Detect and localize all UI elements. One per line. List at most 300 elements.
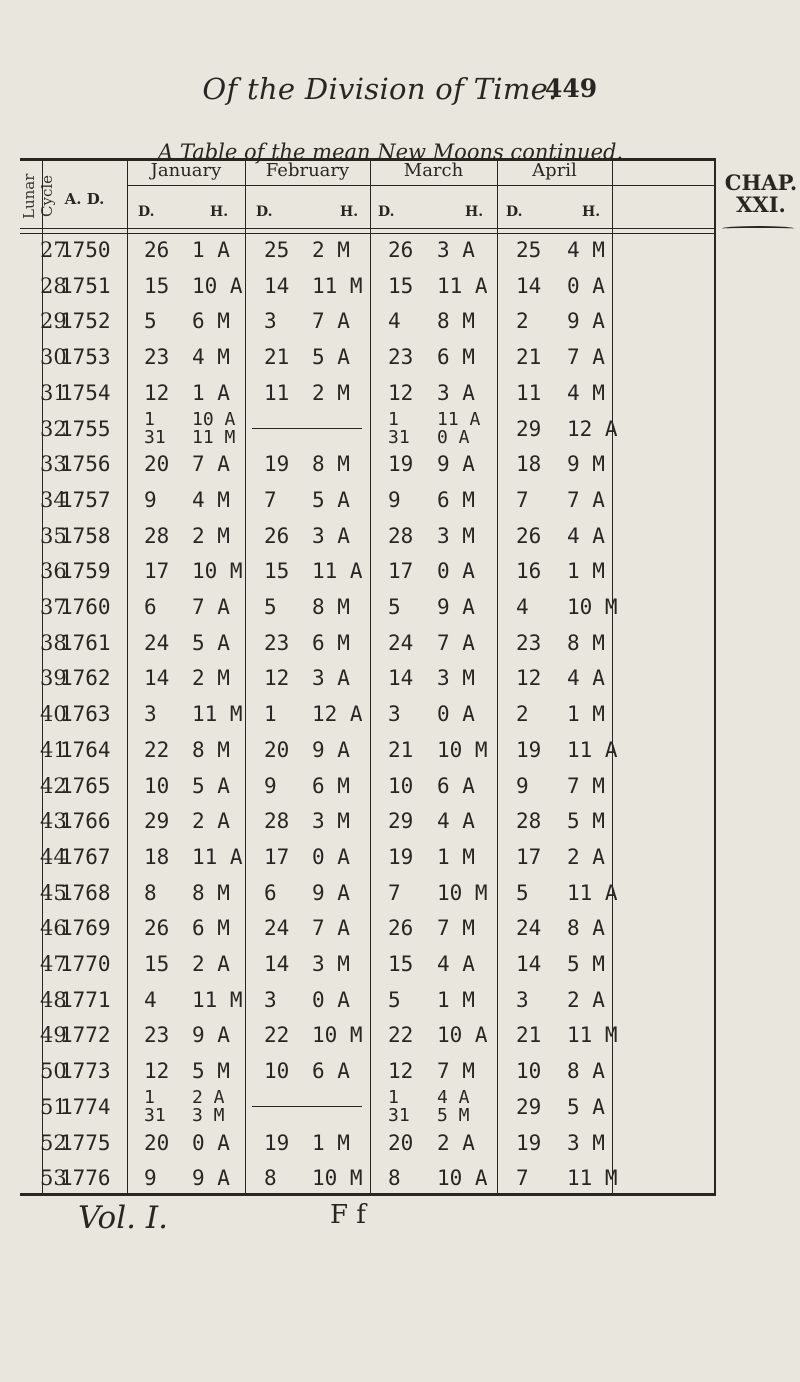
table-row <box>20 988 716 1013</box>
cycle-number: 36 <box>40 559 67 584</box>
table-row <box>20 345 716 370</box>
mar-day: 12 <box>388 380 414 405</box>
cycle-number: 35 <box>40 523 67 548</box>
jan-hour: 2 A <box>192 1086 225 1108</box>
jan-day: 10 <box>144 773 170 798</box>
chapter-brace <box>722 226 794 231</box>
month-header-april: April <box>532 160 577 181</box>
table-row <box>20 381 716 406</box>
mar-hour: 9 A <box>437 595 475 619</box>
jan-day: 5 <box>144 309 157 334</box>
mar-day: 24 <box>388 630 414 655</box>
feb-day: 3 <box>264 987 277 1012</box>
mar-hour: 1 M <box>437 987 475 1012</box>
jan-day: 3 <box>144 702 157 727</box>
jan-hour: 1 A <box>192 380 230 405</box>
rule <box>20 228 716 229</box>
feb-day: 10 <box>264 1059 290 1084</box>
jan-hour: 7 A <box>192 452 230 477</box>
mar-day: 10 <box>388 773 414 798</box>
feb-day: 19 <box>264 452 290 477</box>
cycle-number: 34 <box>40 487 67 512</box>
feb-hour: 3 A <box>312 523 350 548</box>
feb-day: 25 <box>264 238 290 262</box>
feb-hour: 7 A <box>312 309 350 334</box>
cycle-number: 40 <box>40 702 67 727</box>
jan-day: 9 <box>144 1166 157 1191</box>
mar-day: 22 <box>388 1023 414 1048</box>
jan-day: 26 <box>144 916 170 941</box>
apr-hour: 5 M <box>567 809 605 834</box>
year: 1751 <box>60 273 111 298</box>
apr-day: 29 <box>516 1094 542 1119</box>
mar-hour: 0 A <box>437 702 475 727</box>
jan-hour: 5 A <box>192 630 230 655</box>
apr-day: 2 <box>516 702 529 727</box>
apr-hour: 8 A <box>567 916 605 941</box>
feb-day: 8 <box>264 1166 277 1191</box>
feb-day: 7 <box>264 487 277 512</box>
mar-day: 26 <box>388 238 414 262</box>
signature-mark: F f <box>330 1200 366 1230</box>
apr-hour: 11 A <box>567 737 618 762</box>
jan-hour-second: 3 M <box>192 1104 225 1126</box>
mar-hour: 11 A <box>437 408 481 430</box>
jan-day: 26 <box>144 238 170 262</box>
apr-hour: 10 M <box>567 595 618 619</box>
mar-day: 8 <box>388 1166 401 1191</box>
apr-hour: 11 M <box>567 1166 618 1191</box>
cycle-number: 44 <box>40 844 67 869</box>
table-row <box>20 238 716 263</box>
mar-hour: 6 A <box>437 773 475 798</box>
cycle-number: 37 <box>40 595 67 619</box>
table-row <box>20 274 716 299</box>
jan-hour: 2 M <box>192 523 230 548</box>
page-number: 449 <box>545 74 598 103</box>
cycle-number: 43 <box>40 809 67 834</box>
apr-hour: 12 A <box>567 416 618 441</box>
table-row <box>20 595 716 620</box>
mar-day: 29 <box>388 809 414 834</box>
mar-hour: 10 M <box>437 880 488 905</box>
mar-hour: 3 M <box>437 523 475 548</box>
cycle-number: 27 <box>40 238 67 262</box>
sub-header-days: D. <box>256 204 273 220</box>
mar-day: 20 <box>388 1130 414 1155</box>
year: 1767 <box>60 844 111 869</box>
jan-day: 1 <box>144 1086 155 1108</box>
mar-day: 15 <box>388 273 414 298</box>
mar-day: 5 <box>388 595 401 619</box>
mar-day: 28 <box>388 523 414 548</box>
apr-day: 17 <box>516 844 542 869</box>
feb-day: 24 <box>264 916 290 941</box>
apr-day: 2 <box>516 309 529 334</box>
table-row <box>20 774 716 799</box>
jan-day-second: 31 <box>144 426 166 448</box>
apr-day: 11 <box>516 380 542 405</box>
year: 1761 <box>60 630 111 655</box>
year: 1754 <box>60 380 111 405</box>
table-row <box>20 952 716 977</box>
feb-hour: 1 M <box>312 1130 350 1155</box>
feb-hour: 0 A <box>312 987 350 1012</box>
mar-day: 9 <box>388 487 401 512</box>
feb-hour: 10 M <box>312 1166 363 1191</box>
cycle-number: 51 <box>40 1094 67 1119</box>
cycle-number: 29 <box>40 309 67 334</box>
jan-day: 9 <box>144 487 157 512</box>
mar-hour: 3 A <box>437 380 475 405</box>
mar-hour: 6 M <box>437 345 475 370</box>
year: 1774 <box>60 1094 111 1119</box>
feb-hour: 8 M <box>312 452 350 477</box>
rule <box>127 185 716 186</box>
cycle-number: 48 <box>40 987 67 1012</box>
running-head: Of the Division of Time. <box>202 72 558 106</box>
mar-day-second: 31 <box>388 426 410 448</box>
apr-day: 26 <box>516 523 542 548</box>
jan-hour: 11 A <box>192 844 243 869</box>
cycle-number: 33 <box>40 452 67 477</box>
mar-day: 17 <box>388 559 414 584</box>
feb-day: 28 <box>264 809 290 834</box>
sub-header-days: D. <box>378 204 395 220</box>
mar-hour: 7 A <box>437 630 475 655</box>
year: 1770 <box>60 952 111 976</box>
jan-hour: 1 A <box>192 238 230 262</box>
year: 1753 <box>60 345 111 370</box>
month-header-march: March <box>403 160 464 181</box>
jan-day: 15 <box>144 952 170 976</box>
year: 1764 <box>60 737 111 762</box>
jan-hour: 5 M <box>192 1059 230 1084</box>
feb-hour: 5 A <box>312 487 350 512</box>
sub-header-hours: H. <box>210 204 229 220</box>
jan-hour: 10 A <box>192 273 243 298</box>
apr-day: 9 <box>516 773 529 798</box>
mar-hour-second: 5 M <box>437 1104 470 1126</box>
feb-hour: 5 A <box>312 345 350 370</box>
apr-hour: 4 A <box>567 666 605 691</box>
apr-hour: 8 M <box>567 630 605 655</box>
apr-hour: 3 M <box>567 1130 605 1155</box>
feb-day: 1 <box>264 702 277 727</box>
mar-hour: 10 M <box>437 737 488 762</box>
year: 1766 <box>60 809 111 834</box>
apr-hour: 7 A <box>567 487 605 512</box>
chapter-label <box>722 172 800 216</box>
table-row <box>20 559 716 584</box>
mar-hour: 8 M <box>437 309 475 334</box>
apr-day: 7 <box>516 1166 529 1191</box>
year: 1752 <box>60 309 111 334</box>
feb-hour: 11 A <box>312 559 363 584</box>
year: 1772 <box>60 1023 111 1048</box>
apr-hour: 2 A <box>567 987 605 1012</box>
mar-day: 19 <box>388 844 414 869</box>
feb-hour: 3 A <box>312 666 350 691</box>
jan-hour: 6 M <box>192 309 230 334</box>
feb-day: 9 <box>264 773 277 798</box>
mar-hour: 7 M <box>437 916 475 941</box>
year: 1763 <box>60 702 111 727</box>
feb-hour: 3 M <box>312 809 350 834</box>
table-row <box>20 1131 716 1156</box>
jan-day: 12 <box>144 380 170 405</box>
table-row <box>20 631 716 656</box>
jan-hour: 10 A <box>192 408 236 430</box>
table-row <box>20 1166 716 1191</box>
jan-day: 23 <box>144 1023 170 1048</box>
mar-day: 1 <box>388 1086 399 1108</box>
year: 1769 <box>60 916 111 941</box>
empty-cell-rule <box>252 428 362 429</box>
mar-day: 4 <box>388 309 401 334</box>
year: 1755 <box>60 416 111 441</box>
sub-header-days: D. <box>506 204 523 220</box>
mar-hour-second: 0 A <box>437 426 470 448</box>
mar-day: 14 <box>388 666 414 691</box>
year: 1756 <box>60 452 111 477</box>
table-row <box>20 309 716 334</box>
apr-hour: 11 A <box>567 880 618 905</box>
jan-day: 20 <box>144 1130 170 1155</box>
cycle-column-label: Lunar Cycle <box>20 173 56 219</box>
feb-day: 11 <box>264 380 290 405</box>
mar-day-second: 31 <box>388 1104 410 1126</box>
year: 1762 <box>60 666 111 691</box>
apr-day: 23 <box>516 630 542 655</box>
feb-hour: 9 A <box>312 737 350 762</box>
feb-day: 22 <box>264 1023 290 1048</box>
mar-hour: 3 A <box>437 238 475 262</box>
jan-hour: 11 M <box>192 702 243 727</box>
feb-hour: 9 A <box>312 880 350 905</box>
year: 1775 <box>60 1130 111 1155</box>
table-title: A Table of the mean New Moons continued. <box>158 140 624 164</box>
mar-hour: 4 A <box>437 809 475 834</box>
apr-day: 18 <box>516 452 542 477</box>
mar-hour: 10 A <box>437 1023 488 1048</box>
apr-hour: 7 A <box>567 345 605 370</box>
feb-hour: 8 M <box>312 595 350 619</box>
jan-hour: 2 A <box>192 809 230 834</box>
feb-day: 26 <box>264 523 290 548</box>
mar-day: 5 <box>388 987 401 1012</box>
apr-hour: 9 A <box>567 309 605 334</box>
table-row <box>20 1086 716 1126</box>
feb-hour: 11 M <box>312 273 363 298</box>
sub-header-hours: H. <box>582 204 601 220</box>
cycle-number: 42 <box>40 773 67 798</box>
year: 1758 <box>60 523 111 548</box>
apr-hour: 2 A <box>567 844 605 869</box>
month-header-january: January <box>150 160 222 181</box>
feb-day: 21 <box>264 345 290 370</box>
jan-day: 15 <box>144 273 170 298</box>
apr-day: 7 <box>516 487 529 512</box>
apr-day: 28 <box>516 809 542 834</box>
feb-day: 17 <box>264 844 290 869</box>
apr-hour: 5 A <box>567 1094 605 1119</box>
jan-day: 22 <box>144 737 170 762</box>
table-row <box>20 452 716 477</box>
apr-day: 14 <box>516 273 542 298</box>
jan-hour: 0 A <box>192 1130 230 1155</box>
table-row <box>20 845 716 870</box>
jan-day: 28 <box>144 523 170 548</box>
sub-header-hours: H. <box>340 204 359 220</box>
feb-hour: 12 A <box>312 702 363 727</box>
mar-day: 15 <box>388 952 414 976</box>
table-row <box>20 408 716 448</box>
ad-header: A. D. <box>64 190 105 208</box>
feb-day: 14 <box>264 952 290 976</box>
table-row <box>20 524 716 549</box>
apr-hour: 0 A <box>567 273 605 298</box>
apr-day: 25 <box>516 238 542 262</box>
table-row <box>20 916 716 941</box>
jan-hour: 2 M <box>192 666 230 691</box>
apr-day: 21 <box>516 345 542 370</box>
apr-day: 21 <box>516 1023 542 1048</box>
apr-day: 16 <box>516 559 542 584</box>
apr-hour: 4 M <box>567 238 605 262</box>
apr-day: 5 <box>516 880 529 905</box>
mar-hour: 2 A <box>437 1130 475 1155</box>
apr-hour: 7 M <box>567 773 605 798</box>
feb-day: 15 <box>264 559 290 584</box>
mar-day: 3 <box>388 702 401 727</box>
jan-hour: 5 A <box>192 773 230 798</box>
mar-hour: 7 M <box>437 1059 475 1084</box>
apr-day: 24 <box>516 916 542 941</box>
mar-hour: 3 M <box>437 666 475 691</box>
jan-day: 18 <box>144 844 170 869</box>
cycle-number: 47 <box>40 952 67 976</box>
year: 1750 <box>60 238 111 262</box>
apr-day: 4 <box>516 595 529 619</box>
jan-day: 17 <box>144 559 170 584</box>
jan-day: 1 <box>144 408 155 430</box>
cycle-number: 38 <box>40 630 67 655</box>
feb-day: 5 <box>264 595 277 619</box>
feb-hour: 3 M <box>312 952 350 976</box>
cycle-number: 28 <box>40 273 67 298</box>
table-row <box>20 738 716 763</box>
mar-day: 26 <box>388 916 414 941</box>
cycle-number: 41 <box>40 737 67 762</box>
table-row <box>20 702 716 727</box>
cycle-number: 46 <box>40 916 67 941</box>
sub-header-hours: H. <box>465 204 484 220</box>
jan-day: 23 <box>144 345 170 370</box>
feb-hour: 0 A <box>312 844 350 869</box>
volume-mark: Vol. I. <box>78 1200 168 1236</box>
month-header-february: February <box>265 160 350 181</box>
cycle-number: 53 <box>40 1166 67 1191</box>
feb-day: 6 <box>264 880 277 905</box>
mar-hour: 4 A <box>437 1086 470 1108</box>
apr-day: 12 <box>516 666 542 691</box>
apr-hour: 4 A <box>567 523 605 548</box>
year: 1768 <box>60 880 111 905</box>
jan-hour: 8 M <box>192 737 230 762</box>
jan-hour: 6 M <box>192 916 230 941</box>
table-row <box>20 881 716 906</box>
apr-hour: 1 M <box>567 702 605 727</box>
cycle-number: 31 <box>40 380 67 405</box>
jan-day: 12 <box>144 1059 170 1084</box>
feb-hour: 2 M <box>312 380 350 405</box>
jan-hour: 10 M <box>192 559 243 584</box>
year: 1765 <box>60 773 111 798</box>
jan-day: 20 <box>144 452 170 477</box>
apr-day: 10 <box>516 1059 542 1084</box>
chapter-word: CHAP. <box>724 170 798 195</box>
year: 1757 <box>60 487 111 512</box>
mar-day: 12 <box>388 1059 414 1084</box>
mar-hour: 11 A <box>437 273 488 298</box>
jan-day-second: 31 <box>144 1104 166 1126</box>
feb-day: 14 <box>264 273 290 298</box>
jan-hour: 4 M <box>192 345 230 370</box>
feb-hour: 6 M <box>312 773 350 798</box>
table-row <box>20 488 716 513</box>
year: 1773 <box>60 1059 111 1084</box>
jan-day: 8 <box>144 880 157 905</box>
mar-day: 23 <box>388 345 414 370</box>
year: 1759 <box>60 559 111 584</box>
table-row <box>20 1023 716 1048</box>
year: 1760 <box>60 595 111 619</box>
apr-day: 19 <box>516 737 542 762</box>
cycle-number: 30 <box>40 345 67 370</box>
year: 1776 <box>60 1166 111 1191</box>
feb-day: 19 <box>264 1130 290 1155</box>
cycle-number: 49 <box>40 1023 67 1048</box>
apr-hour: 5 M <box>567 952 605 976</box>
apr-hour: 11 M <box>567 1023 618 1048</box>
mar-hour: 4 A <box>437 952 475 976</box>
cycle-number: 45 <box>40 880 67 905</box>
mar-hour: 9 A <box>437 452 475 477</box>
mar-hour: 6 M <box>437 487 475 512</box>
rule <box>20 233 716 234</box>
mar-day: 21 <box>388 737 414 762</box>
chapter-number: XXI. <box>736 192 786 217</box>
apr-day: 29 <box>516 416 542 441</box>
jan-hour: 7 A <box>192 595 230 619</box>
jan-day: 29 <box>144 809 170 834</box>
apr-day: 19 <box>516 1130 542 1155</box>
feb-hour: 6 A <box>312 1059 350 1084</box>
jan-hour-second: 11 M <box>192 426 236 448</box>
mar-hour: 1 M <box>437 844 475 869</box>
sub-header-days: D. <box>138 204 155 220</box>
jan-hour: 9 A <box>192 1166 230 1191</box>
apr-day: 14 <box>516 952 542 976</box>
jan-hour: 2 A <box>192 952 230 976</box>
feb-day: 20 <box>264 737 290 762</box>
feb-hour: 6 M <box>312 630 350 655</box>
cycle-number: 39 <box>40 666 67 691</box>
jan-hour: 8 M <box>192 880 230 905</box>
feb-day: 3 <box>264 309 277 334</box>
feb-hour: 2 M <box>312 238 350 262</box>
